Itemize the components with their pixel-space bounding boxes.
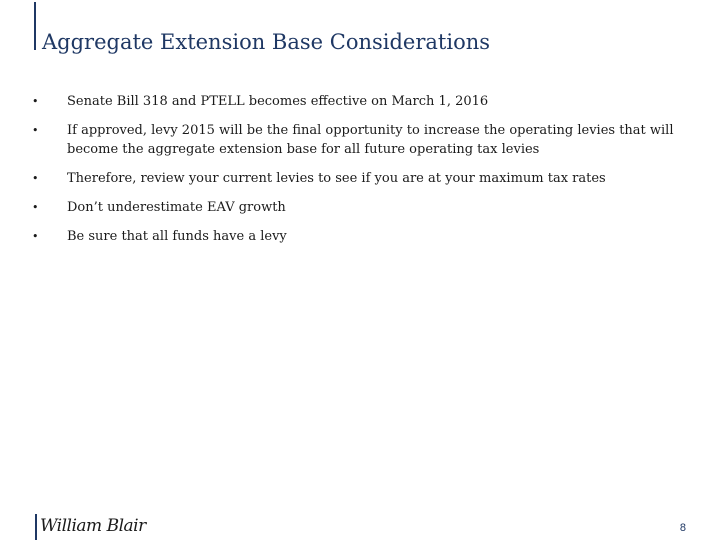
slide-title: Aggregate Extension Base Considerations [42, 30, 491, 54]
footer-accent-rule [35, 514, 37, 540]
title-accent-rule [34, 2, 36, 50]
bullet-icon: • [32, 201, 39, 214]
bullet-icon: • [32, 230, 39, 243]
bullet-text: Senate Bill 318 and PTELL becomes effective on March 1, 2016 [67, 94, 489, 109]
company-logo: William Blair [40, 516, 146, 536]
bullet-text: Therefore, review your current levies to see if you are at your maximum tax rates [67, 171, 606, 186]
bullet-icon: • [32, 124, 39, 137]
page-number: 8 [679, 522, 686, 534]
bullet-text: Don’t underestimate EAV growth [67, 200, 286, 215]
bullet-text: Be sure that all funds have a levy [67, 229, 287, 244]
bullet-item [32, 227, 682, 246]
bullet-list [32, 92, 682, 256]
bullet-text: If approved, levy 2015 will be the final opportunity to increase the operating levies that will become the aggregate extension base for all future operating tax levies [67, 123, 674, 157]
bullet-icon: • [32, 172, 39, 185]
bullet-item [32, 121, 682, 159]
bullet-item [32, 169, 682, 188]
bullet-icon: • [32, 95, 39, 108]
bullet-item [32, 198, 682, 217]
bullet-item [32, 92, 682, 111]
